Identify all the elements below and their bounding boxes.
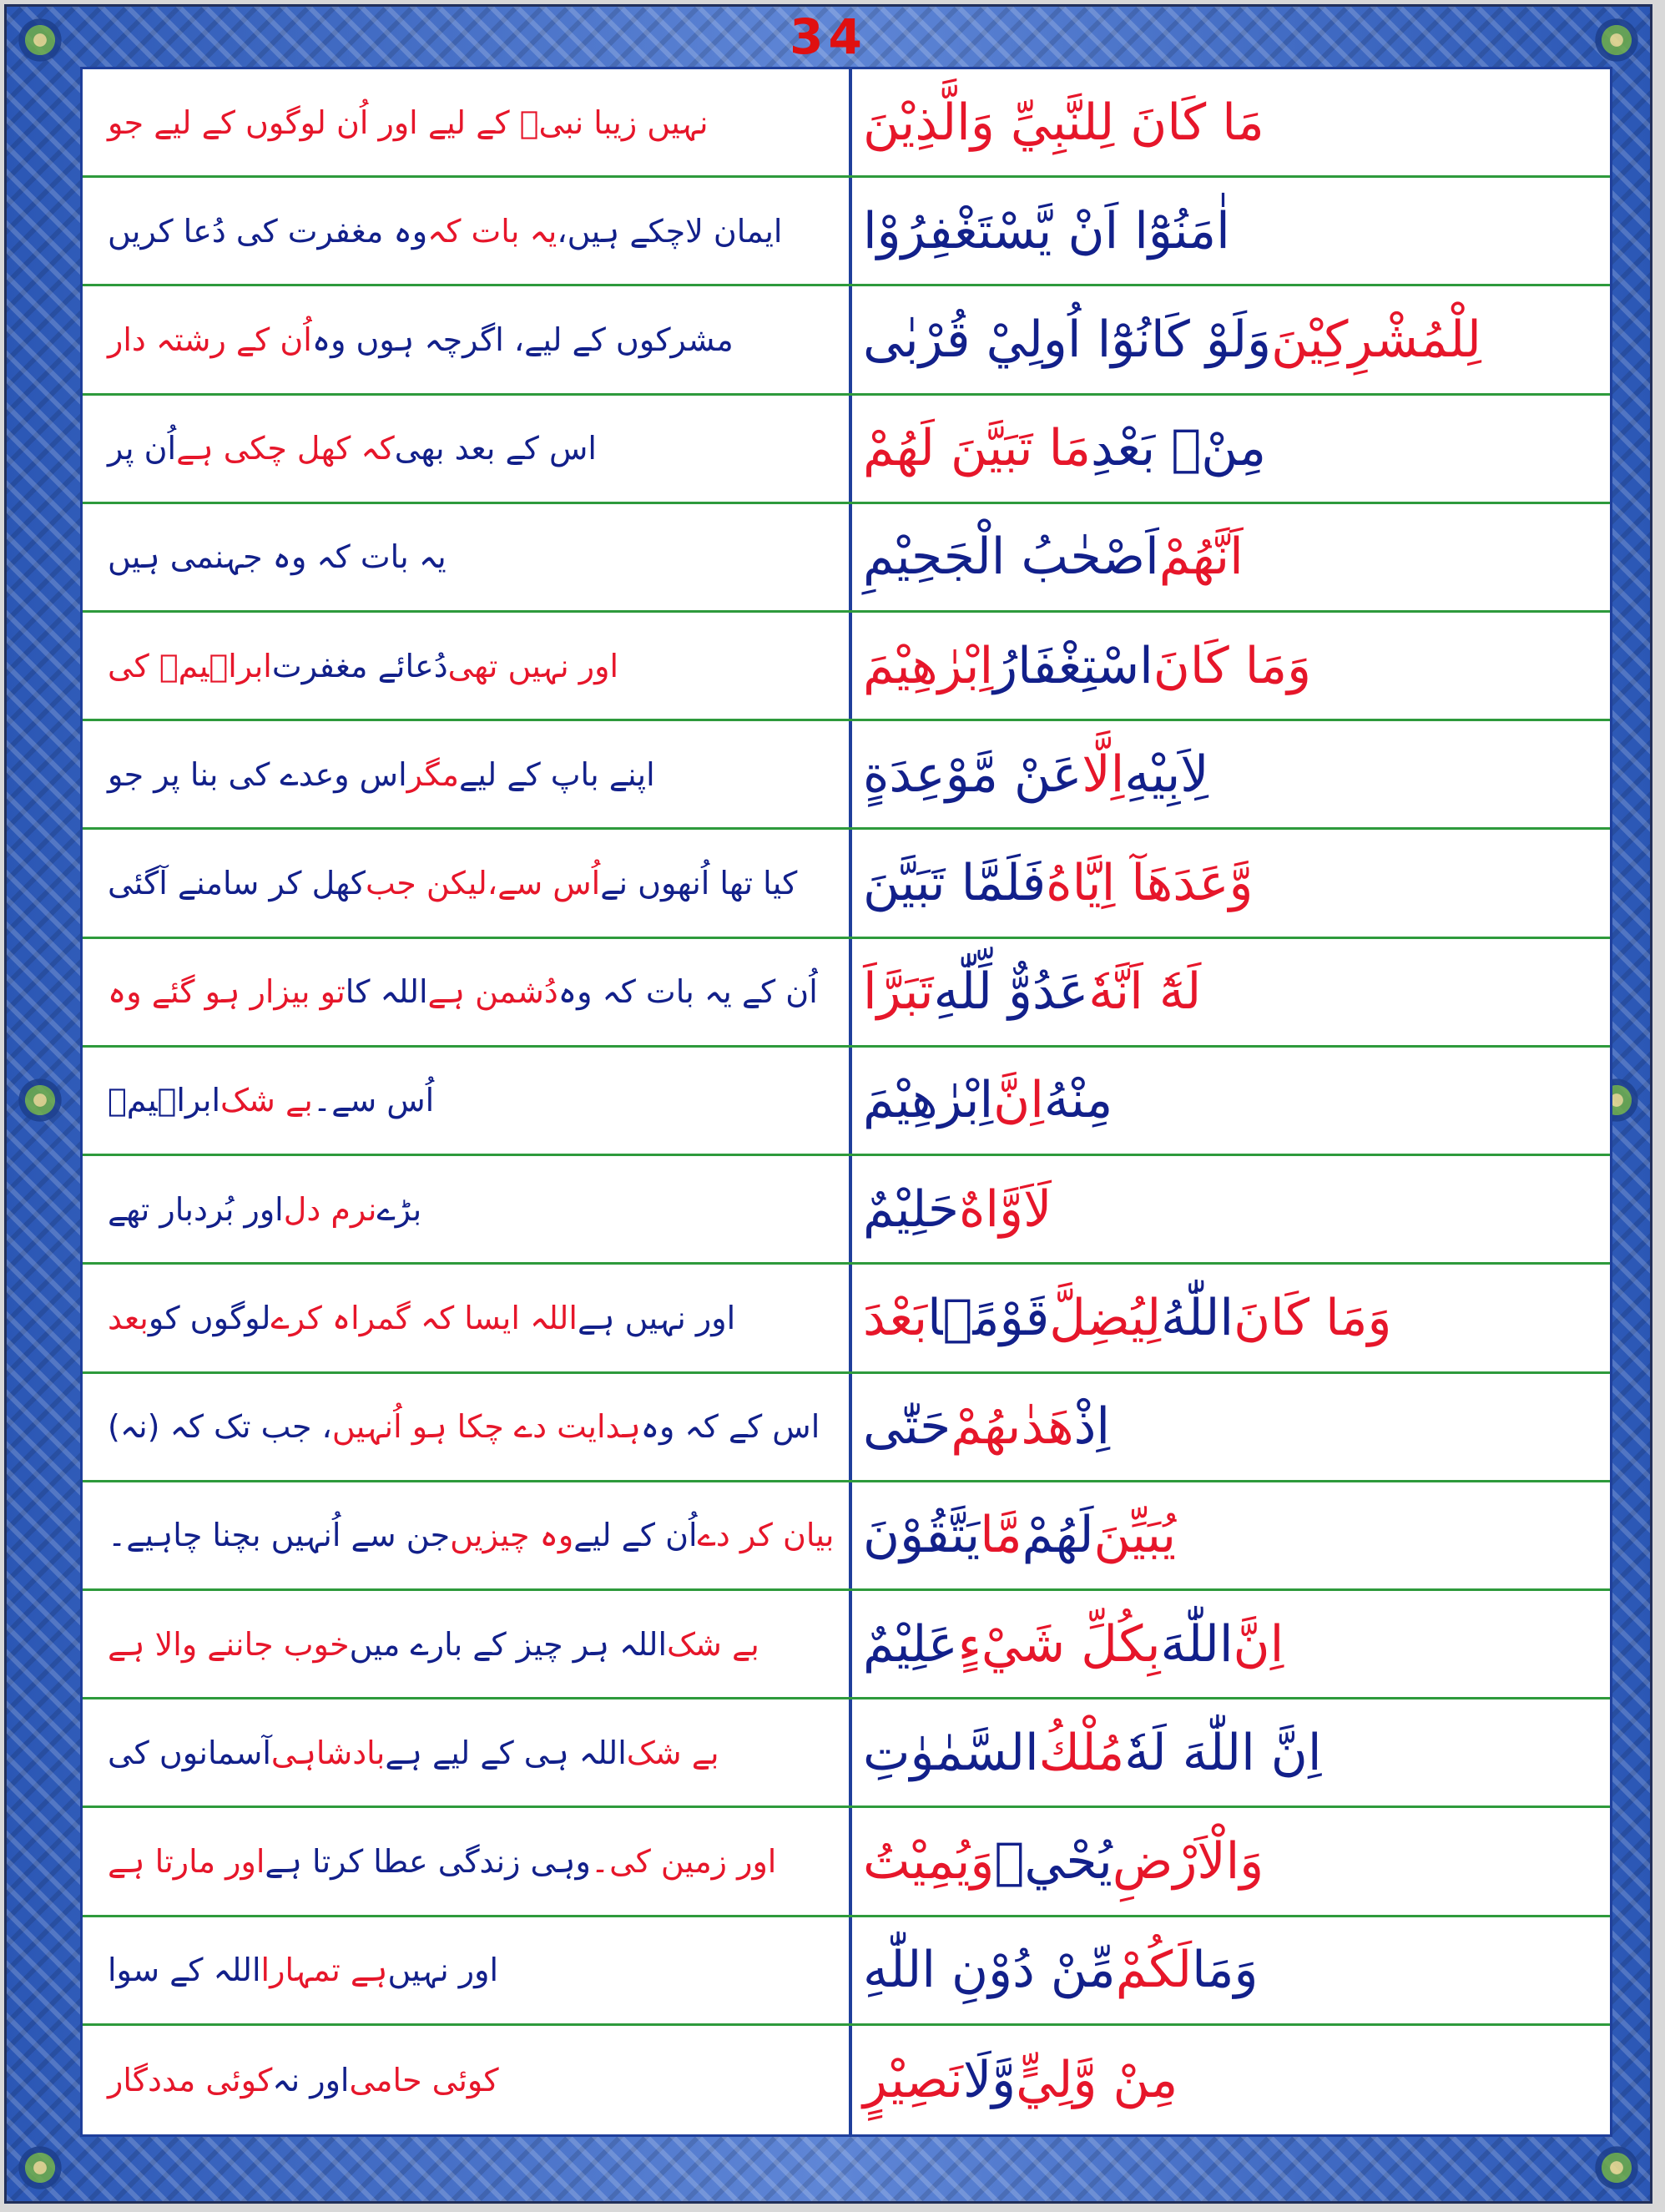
urdu-segment: اور نہ <box>272 2061 350 2098</box>
urdu-translation <box>108 721 838 827</box>
arabic-segment: فَلَمَّا تَبَيَّنَ <box>863 854 1047 913</box>
urdu-translation <box>108 830 838 936</box>
arabic-segment: اِنَّ <box>993 1071 1044 1130</box>
verse-row <box>83 1156 1610 1265</box>
urdu-segment: اور بُردبار تھے <box>108 1190 284 1228</box>
urdu-translation <box>108 178 838 284</box>
verse-row <box>83 1917 1610 2026</box>
urdu-translation <box>108 1265 838 1371</box>
urdu-translation <box>108 1917 838 2023</box>
urdu-segment: وہی زندگی عطا کرتا ہے <box>265 1842 591 1880</box>
arabic-text <box>863 286 1589 392</box>
arabic-segment: وَمَا كَانَ <box>1153 636 1312 695</box>
verse-row <box>83 504 1610 613</box>
urdu-translation <box>108 939 838 1045</box>
arabic-segment: حَتّٰى <box>863 1397 951 1457</box>
urdu-segment: بے شک <box>626 1734 719 1771</box>
urdu-segment: اُن کے یہ بات کہ وہ <box>558 973 818 1011</box>
urdu-segment: اُس سے، <box>487 865 601 902</box>
urdu-segment: نرم دل <box>283 1190 377 1228</box>
urdu-segment: دُشمن ہے <box>427 973 558 1011</box>
arabic-segment: مُلْكُ <box>1038 1723 1125 1782</box>
arabic-text <box>863 939 1589 1045</box>
arabic-segment: عَنْ مَّوْعِدَةٍ <box>863 745 1082 804</box>
arabic-text <box>863 396 1589 502</box>
verse-row <box>83 286 1610 395</box>
arabic-segment: عَلِيْمٌ <box>863 1614 958 1674</box>
arabic-segment: وَّلَا <box>962 2050 1017 2109</box>
page-number: 34 <box>790 8 867 65</box>
arabic-text <box>863 504 1589 610</box>
arabic-text <box>863 721 1589 827</box>
verse-row <box>83 721 1610 830</box>
urdu-translation <box>108 1591 838 1697</box>
arabic-segment: بِكُلِّ شَيْءٍ <box>957 1614 1161 1674</box>
arabic-segment: هَدٰىهُمْ <box>951 1397 1074 1457</box>
arabic-text <box>863 1156 1589 1262</box>
arabic-segment: وَيُمِيْتُ <box>863 1831 995 1891</box>
arabic-segment: اِبْرٰهِيْمَ <box>863 1071 994 1130</box>
verse-row <box>83 939 1610 1048</box>
arabic-text <box>863 1591 1589 1697</box>
urdu-segment: جن سے اُنہیں بچنا چاہیے۔ <box>108 1517 451 1554</box>
urdu-segment: اللہ کا <box>345 973 428 1011</box>
arabic-segment: يُحْيٖ <box>994 1831 1113 1891</box>
arabic-segment: اٰمَنُوْٓا اَنْ يَّسْتَغْفِرُوْا <box>863 201 1230 260</box>
urdu-translation <box>108 2026 838 2134</box>
arabic-segment: اِنَّ اللّٰهَ لَهٗ <box>1124 1723 1322 1782</box>
urdu-translation <box>108 1808 838 1914</box>
urdu-segment: کہ کھل چکی ہے <box>176 430 395 467</box>
arabic-segment: يُبَيِّنَ <box>1093 1506 1177 1565</box>
arabic-segment: اسْتِغْفَارُ <box>993 636 1153 695</box>
arabic-text <box>863 1048 1589 1154</box>
urdu-translation <box>108 1699 838 1805</box>
urdu-segment: اُن کے لیے <box>573 1517 698 1554</box>
ornament-left-middle <box>15 1075 65 1125</box>
urdu-segment: یہ بات کہ وہ جہنمی ہیں <box>108 538 447 576</box>
urdu-segment: مشرکوں کے لیے، اگرچہ ہوں وہ <box>311 321 734 358</box>
arabic-segment: يَتَّقُوْنَ <box>863 1506 981 1565</box>
arabic-segment: اللّٰهَ <box>1160 1614 1234 1674</box>
urdu-segment: لیکن جب <box>365 865 487 902</box>
urdu-segment: تو بیزار ہو گئے وہ <box>108 973 346 1011</box>
arabic-segment: اِذْ <box>1073 1397 1111 1457</box>
urdu-segment: بڑے <box>376 1190 422 1228</box>
urdu-segment: اللہ ہی کے لیے ہے <box>385 1734 627 1771</box>
arabic-text <box>863 1917 1589 2023</box>
arabic-text <box>863 69 1589 175</box>
verse-row <box>83 1048 1610 1156</box>
arabic-segment: مَا تَبَيَّنَ لَهُمْ <box>863 419 1092 478</box>
urdu-segment: اور نہیں تھی <box>447 647 619 684</box>
arabic-segment: مِنْۢ بَعْدِ <box>1091 419 1267 478</box>
verse-row <box>83 178 1610 286</box>
verse-row <box>83 1808 1610 1917</box>
urdu-segment: مگر <box>406 755 459 793</box>
arabic-text <box>863 1699 1589 1805</box>
urdu-translation <box>108 613 838 719</box>
verse-row <box>83 830 1610 938</box>
arabic-segment: اِلَّا <box>1082 745 1125 804</box>
urdu-segment: اپنے باپ کے لیے <box>458 755 655 793</box>
urdu-segment: اس کے بعد بھی <box>394 430 597 467</box>
arabic-text <box>863 1265 1589 1371</box>
urdu-segment: نہیں زیبا نبیؐ کے لیے اور اُن لوگوں کے لیے جو <box>108 104 709 141</box>
verse-row <box>83 1591 1610 1699</box>
arabic-segment: وَّعَدَهَآ اِيَّاهُ <box>1046 854 1254 913</box>
urdu-translation <box>108 1374 838 1480</box>
urdu-segment: کوئی حامی <box>349 2061 499 2098</box>
arabic-segment: وَمَا كَانَ <box>1234 1288 1392 1347</box>
urdu-segment: اللہ ہر چیز کے بارے میں <box>349 1625 668 1663</box>
urdu-segment: ابراہیمؑ <box>108 1082 221 1119</box>
arabic-segment: مَّا <box>980 1506 1022 1565</box>
arabic-segment: لَاَوَّاهٌ <box>959 1179 1052 1239</box>
arabic-segment: قَوْمًۢا <box>927 1288 1050 1347</box>
urdu-segment: کھل کر سامنے آگئی <box>108 865 366 902</box>
urdu-segment: لوگوں کو <box>148 1299 271 1336</box>
urdu-segment: وہ مغفرت کی دُعا کریں <box>108 212 428 250</box>
arabic-segment: لِيُضِلَّ <box>1049 1288 1162 1347</box>
arabic-segment: وَلَوْ كَانُوْٓا اُولِيْ قُرْبٰى <box>863 311 1272 369</box>
urdu-segment: بعد <box>108 1299 149 1336</box>
verse-row <box>83 1482 1610 1591</box>
urdu-segment: ، جب تک کہ (نہ) <box>108 1408 332 1446</box>
page-content <box>80 67 1612 2137</box>
verse-row <box>83 69 1610 178</box>
arabic-segment: نَصِيْرٍ <box>863 2050 963 2109</box>
urdu-segment: اور نہیں ہے <box>577 1299 736 1336</box>
urdu-segment: اللہ ایسا کہ گمراہ کرے <box>270 1299 578 1336</box>
urdu-segment: اُس سے۔ <box>312 1082 435 1119</box>
arabic-text <box>863 178 1589 284</box>
arabic-segment: مِنْهُ <box>1043 1071 1113 1130</box>
urdu-translation <box>108 286 838 392</box>
urdu-translation <box>108 504 838 610</box>
urdu-segment: آسمانوں کی <box>108 1734 271 1771</box>
urdu-segment: اس وعدے کی بنا پر جو <box>108 755 407 793</box>
arabic-segment: مِّنْ دُوْنِ اللّٰهِ <box>863 1941 1116 2000</box>
arabic-segment: اِنَّ <box>1233 1614 1284 1674</box>
urdu-segment: وہ چیزیں <box>450 1517 574 1554</box>
urdu-translation <box>108 1156 838 1262</box>
verse-row <box>83 2026 1610 2134</box>
arabic-segment: وَمَا <box>1192 1941 1259 2000</box>
urdu-translation <box>108 396 838 502</box>
arabic-text <box>863 1808 1589 1914</box>
arabic-segment: لَهٗٓ اَنَّهٗ <box>1088 962 1202 1022</box>
verse-row <box>83 1265 1610 1373</box>
arabic-text <box>863 613 1589 719</box>
urdu-segment: اس کے کہ وہ <box>640 1408 820 1446</box>
urdu-segment: کیا تھا اُنھوں نے <box>600 865 798 902</box>
urdu-segment: اور مارتا ہے <box>108 1842 265 1880</box>
urdu-segment: ہے تمہارا <box>260 1952 388 1989</box>
urdu-segment: ہدایت دے چکا ہو اُنہیں <box>331 1408 641 1446</box>
arabic-text <box>863 1374 1589 1480</box>
arabic-segment: عَدُوٌّ لِّلّٰهِ <box>933 962 1089 1022</box>
urdu-segment: بے شک <box>220 1082 313 1119</box>
arabic-segment: اللّٰهُ <box>1161 1288 1234 1347</box>
ornamental-frame <box>4 4 1652 2204</box>
urdu-segment: دُعائے مغفرت <box>271 647 448 684</box>
urdu-segment: بادشاہی <box>270 1734 386 1771</box>
verse-row <box>83 1374 1610 1482</box>
urdu-segment: یہ بات کہ <box>427 212 558 250</box>
urdu-segment: اُن کے رشتہ دار <box>108 321 312 358</box>
arabic-text <box>863 1482 1589 1588</box>
arabic-segment: السَّمٰوٰتِ <box>863 1723 1039 1782</box>
ornament-bottom-left <box>15 2143 65 2193</box>
arabic-segment: لَكُمْ <box>1115 1941 1193 2000</box>
arabic-segment: لِلْمُشْرِكِيْنَ <box>1271 311 1481 369</box>
urdu-segment: ایمان لاچکے ہیں، <box>557 212 783 250</box>
urdu-segment: بیان کر دے <box>697 1517 835 1554</box>
arabic-segment: اَنَّهُمْ <box>1158 528 1244 587</box>
ornament-bottom-right <box>1592 2143 1642 2193</box>
arabic-segment: لِاَبِيْهِ <box>1124 745 1209 804</box>
urdu-translation <box>108 1482 838 1588</box>
urdu-translation <box>108 69 838 175</box>
urdu-segment: اور زمین کی۔ <box>590 1842 777 1880</box>
verse-row <box>83 1699 1610 1808</box>
arabic-segment: وَالْاَرْضِ <box>1112 1831 1264 1891</box>
arabic-segment: لَهُمْ <box>1022 1506 1094 1565</box>
arabic-text <box>863 830 1589 936</box>
urdu-translation <box>108 1048 838 1154</box>
arabic-segment: مِنْ وَّلِيٍّ <box>1016 2050 1178 2109</box>
urdu-segment: بے شک <box>667 1625 759 1663</box>
urdu-segment: اللہ کے سوا <box>108 1952 261 1989</box>
urdu-segment: اُن پر <box>108 430 177 467</box>
urdu-segment: خوب جاننے والا ہے <box>108 1625 350 1663</box>
urdu-segment: اور نہیں <box>387 1952 499 1989</box>
arabic-segment: اَصْحٰبُ الْجَحِيْمِ <box>863 528 1159 587</box>
arabic-segment: حَلِيْمٌ <box>863 1179 959 1239</box>
urdu-segment: کوئی مددگار <box>108 2061 273 2098</box>
arabic-segment: بَعْدَ <box>863 1288 928 1347</box>
arabic-segment: مَا كَانَ لِلنَّبِيِّ وَالَّذِيْنَ <box>863 93 1264 152</box>
arabic-segment: تَبَرَّاَ <box>863 962 934 1022</box>
arabic-text <box>863 2026 1589 2134</box>
verse-row <box>83 613 1610 721</box>
arabic-segment: اِبْرٰهِيْمَ <box>863 636 994 695</box>
verse-row <box>83 396 1610 504</box>
urdu-segment: ابراہیمؑ کی <box>108 647 272 684</box>
